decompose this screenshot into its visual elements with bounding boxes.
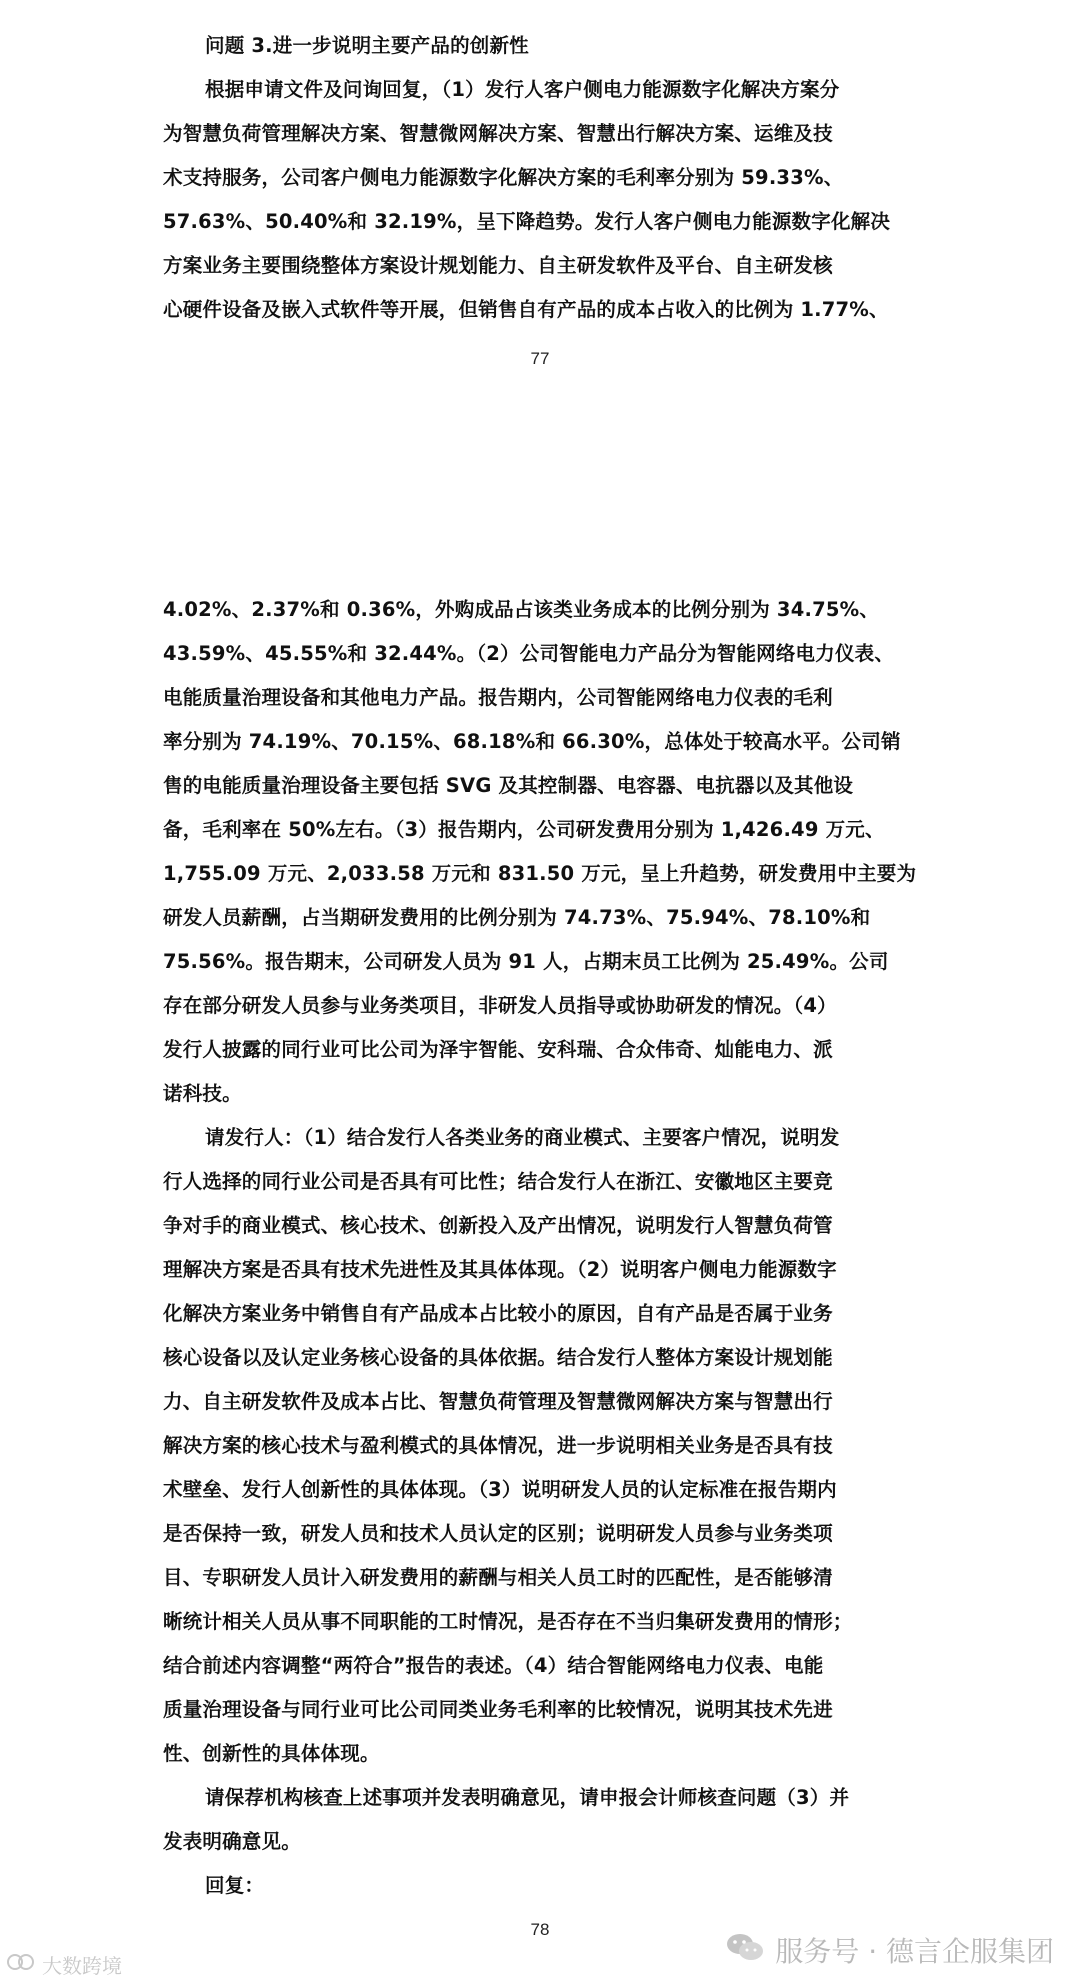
paragraph-line: 75.56%。报告期末，公司研发人员为 91 人，占期末员工比例为 25.49%。公司 [163,950,889,973]
sponsor-paragraph-line: 请保荐机构核查上述事项并发表明确意见，请申报会计师核查问题（3）并 [205,1786,850,1809]
reply-heading: 回复： [205,1874,265,1897]
paragraph-line: 研发人员薪酬，占当期研发费用的比例分别为 74.73%、75.94%、78.10%和 [163,906,871,929]
request-paragraph-line: 理解决方案是否具有技术先进性及其具体体现。（2）说明客户侧电力能源数字 [163,1258,837,1281]
paragraph-line: 术支持服务，公司客户侧电力能源数字化解决方案的毛利率分别为 59.33%、 [163,166,844,189]
request-paragraph-line: 术壁垒、发行人创新性的具体体现。（3）说明研发人员的认定标准在报告期内 [163,1478,837,1501]
logo-icon [6,1952,36,1977]
paragraph-line: 售的电能质量治理设备主要包括 SVG 及其控制器、电容器、电抗器以及其他设 [163,774,854,797]
request-paragraph-line: 化解决方案业务中销售自有产品成本占比较小的原因，自有产品是否属于业务 [163,1302,833,1325]
watermark-left-text: 大数跨境 [42,1954,122,1978]
paragraph-line: 为智慧负荷管理解决方案、智慧微网解决方案、智慧出行解决方案、运维及技 [163,122,833,145]
wechat-icon [725,1931,765,1970]
watermark-right-text: 服务号 · 德言企服集团 [775,1935,1054,1968]
page-number-78: 78 [530,1920,550,1939]
paragraph-line: 1,755.09 万元、2,033.58 万元和 831.50 万元，呈上升趋势，研发费用中主要为 [163,862,917,885]
request-paragraph-line: 争对手的商业模式、核心技术、创新投入及产出情况，说明发行人智慧负荷管 [163,1214,833,1237]
sponsor-paragraph-line: 发表明确意见。 [163,1830,301,1853]
watermark-right [725,1930,1054,1970]
paragraph-line: 存在部分研发人员参与业务类项目，非研发人员指导或协助研发的情况。（4） [163,994,837,1017]
request-paragraph-line: 结合前述内容调整“两符合”报告的表述。（4）结合智能网络电力仪表、电能 [163,1654,824,1677]
page-number-77: 77 [530,349,550,368]
request-paragraph-line: 核心设备以及认定业务核心设备的具体依据。结合发行人整体方案设计规划能 [163,1346,833,1369]
paragraph-line: 发行人披露的同行业可比公司为泽宇智能、安科瑞、合众伟奇、灿能电力、派 [163,1038,833,1061]
paragraph-line: 率分别为 74.19%、70.15%、68.18%和 66.30%，总体处于较高水平。公司销 [163,730,901,753]
paragraph-line: 43.59%、45.55%和 32.44%。（2）公司智能电力产品分为智能网络电力仪表、 [163,642,895,665]
paragraph-line: 备，毛利率在 50%左右。（3）报告期内，公司研发费用分别为 1,426.49 万元、 [163,818,885,841]
request-paragraph-line: 目、专职研发人员计入研发费用的薪酬与相关人员工时的匹配性，是否能够清 [163,1566,833,1589]
request-paragraph-line: 解决方案的核心技术与盈利模式的具体情况，进一步说明相关业务是否具有技 [163,1434,833,1457]
request-paragraph-line: 性、创新性的具体体现。 [163,1742,380,1765]
paragraph-line: 57.63%、50.40%和 32.19%，呈下降趋势。发行人客户侧电力能源数字化解决 [163,210,891,233]
request-paragraph-line: 是否保持一致，研发人员和技术人员认定的区别；说明研发人员参与业务类项 [163,1522,833,1545]
watermark-left [6,1950,122,1979]
request-paragraph-line: 请发行人：（1）结合发行人各类业务的商业模式、主要客户情况，说明发 [205,1126,840,1149]
paragraph-line: 心硬件设备及嵌入式软件等开展，但销售自有产品的成本占收入的比例为 1.77%、 [163,298,889,321]
request-paragraph-line: 晰统计相关人员从事不同职能的工时情况，是否存在不当归集研发费用的情形； [163,1610,853,1633]
paragraph-line: 根据申请文件及问询回复，（1）发行人客户侧电力能源数字化解决方案分 [205,78,840,101]
paragraph-line: 诺科技。 [163,1082,242,1105]
request-paragraph-line: 行人选择的同行业公司是否具有可比性；结合发行人在浙江、安徽地区主要竞 [163,1170,833,1193]
request-paragraph-line: 质量治理设备与同行业可比公司同类业务毛利率的比较情况，说明其技术先进 [163,1698,833,1721]
paragraph-line: 方案业务主要围绕整体方案设计规划能力、自主研发软件及平台、自主研发核 [163,254,833,277]
paragraph-line: 4.02%、2.37%和 0.36%，外购成品占该类业务成本的比例分别为 34.75%、 [163,598,880,621]
question-heading: 问题 3.进一步说明主要产品的创新性 [205,34,529,57]
paragraph-line: 电能质量治理设备和其他电力产品。报告期内，公司智能网络电力仪表的毛利 [163,686,833,709]
request-paragraph-line: 力、自主研发软件及成本占比、智慧负荷管理及智慧微网解决方案与智慧出行 [163,1390,833,1413]
